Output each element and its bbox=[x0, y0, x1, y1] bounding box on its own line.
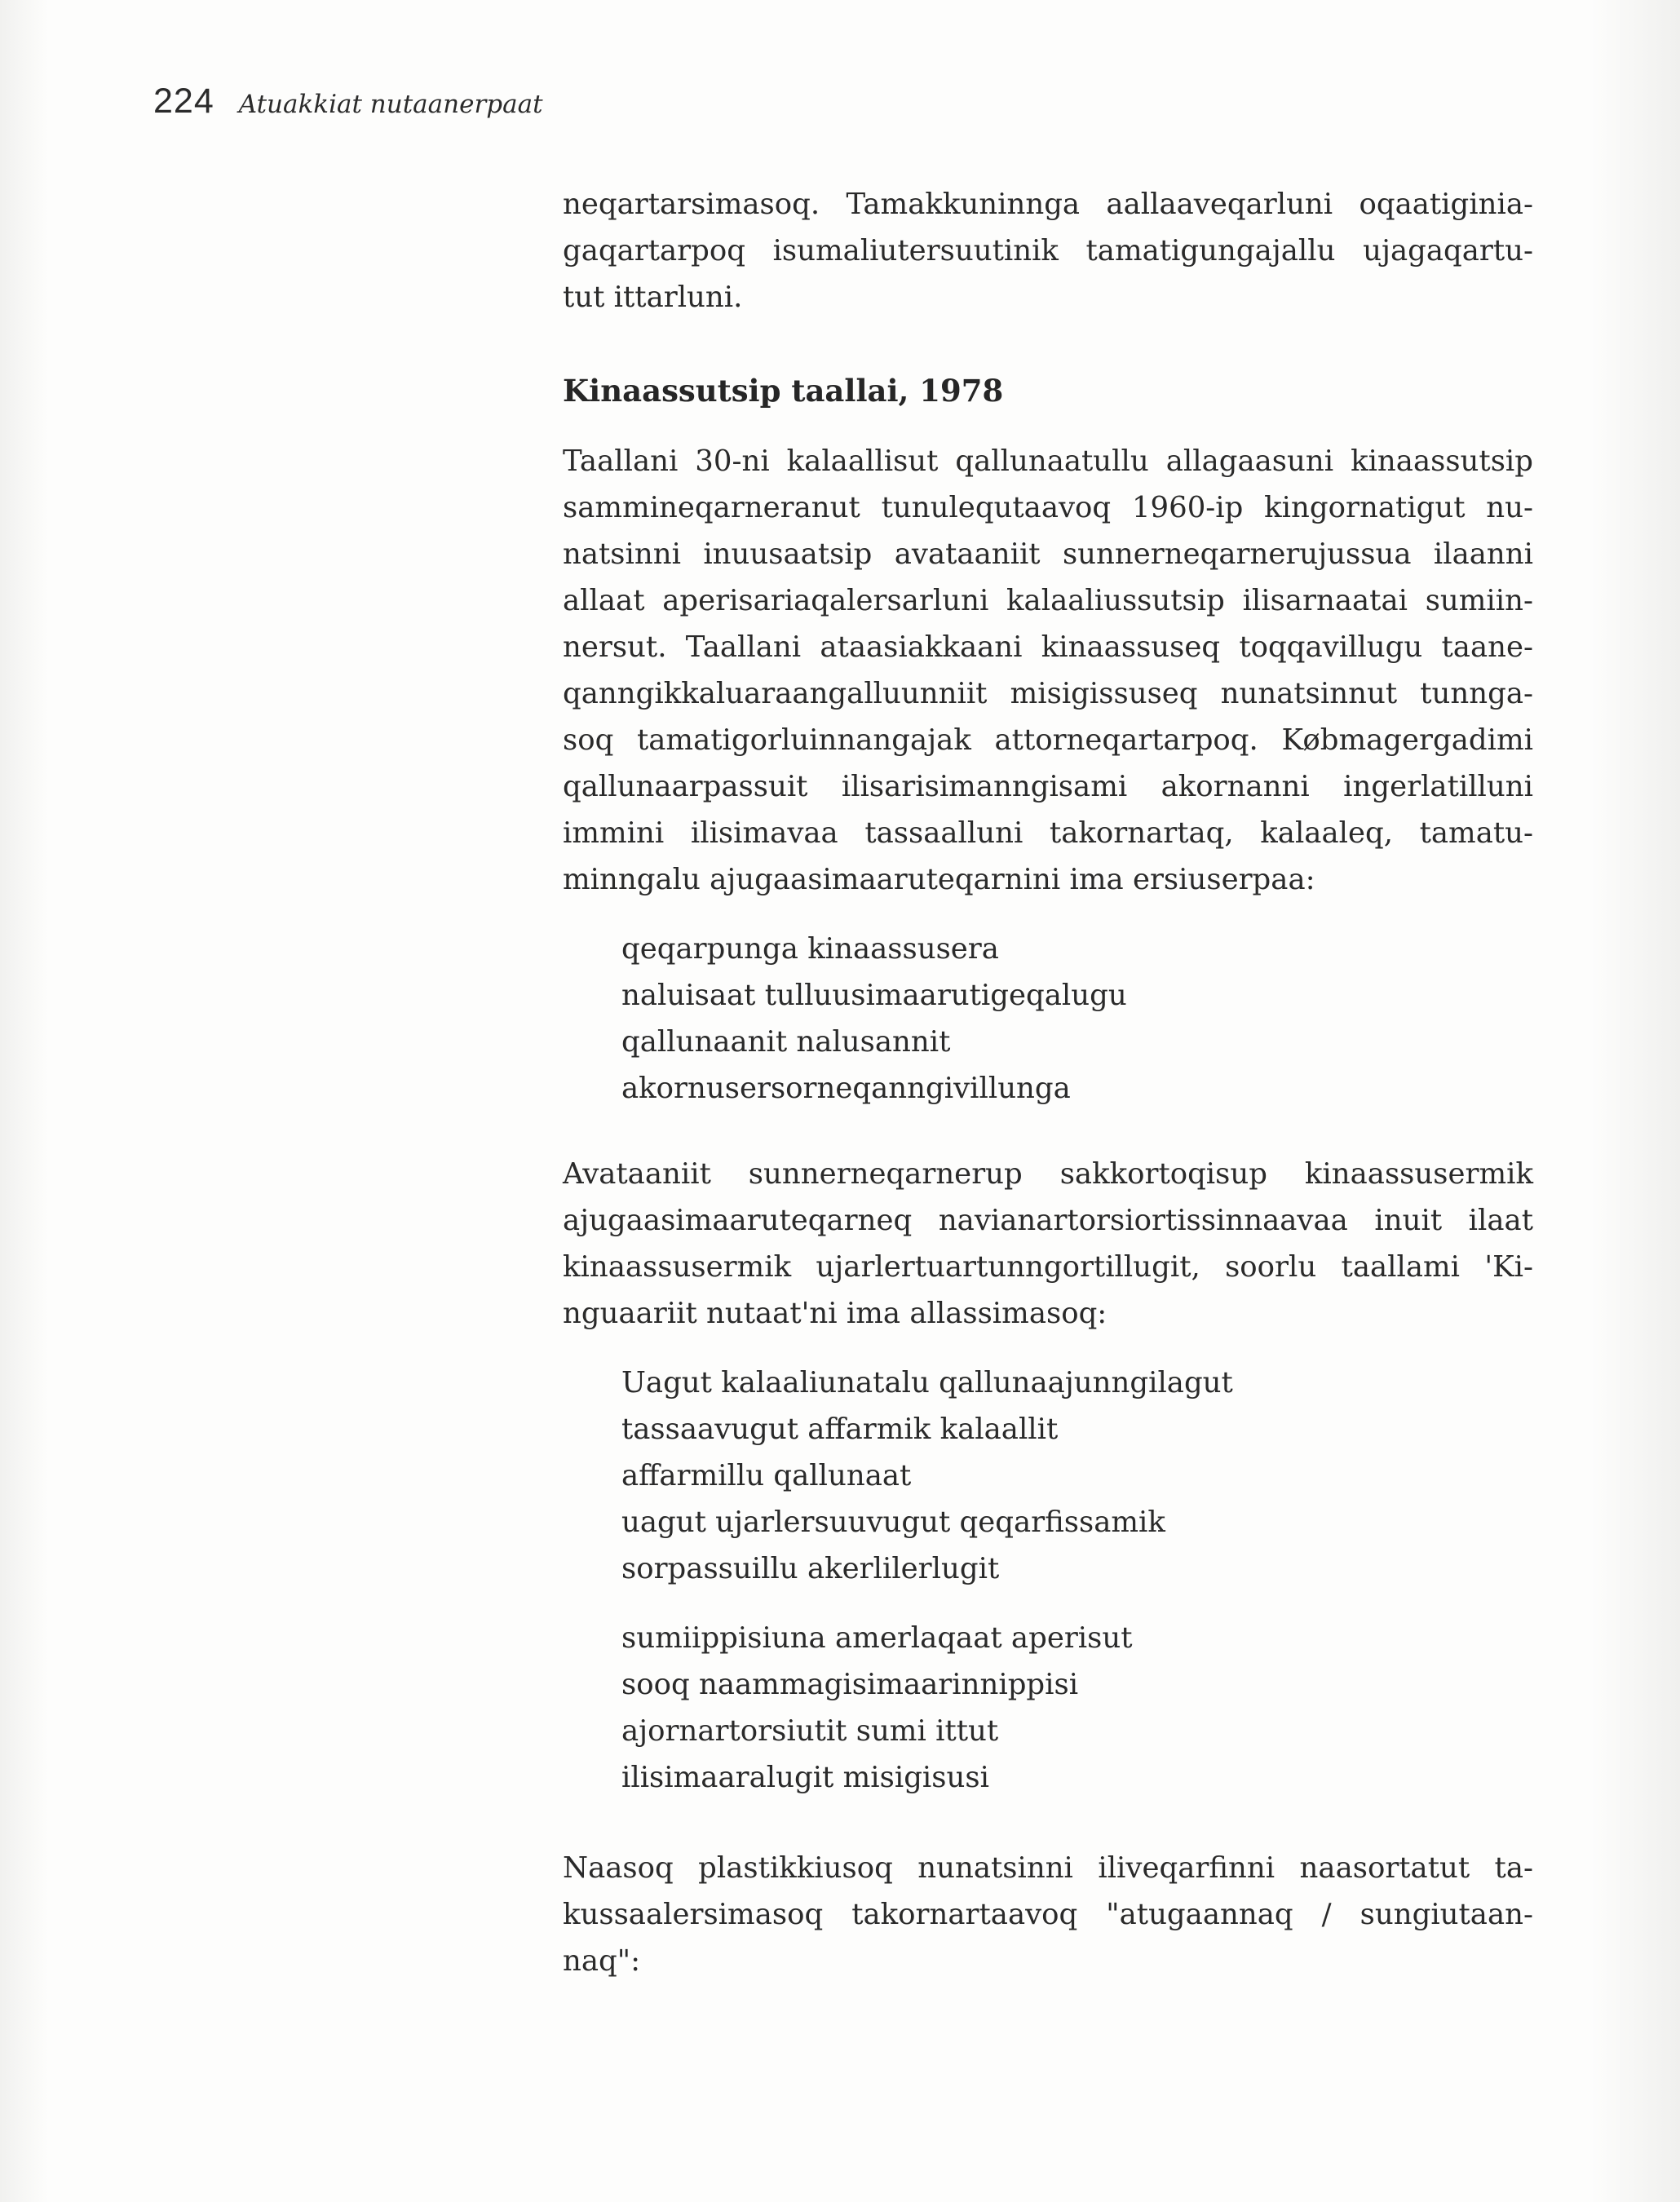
text-line: naq": bbox=[563, 1944, 641, 1978]
poem-2-stanza-1 bbox=[563, 1360, 1533, 1592]
poem-line: qallunaanit nalusannit bbox=[621, 1025, 951, 1059]
text-line: qallunaarpassuit ilisarisimanngisami akornanni ingerlatilluni bbox=[563, 770, 1533, 803]
text-line: qanngikkaluaraangalluunniit misigissuseq nunatsinnut tunnga- bbox=[563, 677, 1533, 710]
poem-line: ilisimaaralugit misigisusi bbox=[621, 1761, 989, 1794]
poem-line: sooq naammagisimaarinnippisi bbox=[621, 1668, 1079, 1701]
text-line: natsinni inuusaatsip avataaniit sunnerneqarnerujussua ilaanni bbox=[563, 537, 1533, 571]
page-body bbox=[563, 181, 1533, 1984]
running-title: Atuakkiat nutaanerpaat bbox=[238, 90, 543, 119]
poem-1 bbox=[563, 926, 1533, 1112]
text-line: Avataaniit sunnerneqarnerup sakkortoqisup kinaassusermik bbox=[563, 1157, 1533, 1191]
page-number: 224 bbox=[153, 82, 214, 121]
poem-line: naluisaat tulluusimaarutigeqalugu bbox=[621, 979, 1127, 1012]
poem-line: affarmillu qallunaat bbox=[621, 1459, 912, 1492]
poem-line: ajornartorsiutit sumi ittut bbox=[621, 1714, 999, 1748]
running-header bbox=[153, 82, 543, 130]
text-line: kinaassusermik ujarlertuartunngortillugit, soorlu taallami 'Ki- bbox=[563, 1250, 1533, 1284]
intro-paragraph bbox=[563, 181, 1533, 321]
poem-line: qeqarpunga kinaassusera bbox=[621, 932, 999, 966]
text-line: soq tamatigorluinnangajak attorneqartarpoq. Købmagergadimi bbox=[563, 723, 1533, 757]
text-line: allaat aperisariaqalersarluni kalaaliussutsip ilisarnaatai sumiin- bbox=[563, 584, 1533, 617]
text-line: nguaariit nutaat'ni ima allassimasoq: bbox=[563, 1297, 1107, 1330]
text-line: immini ilisimavaa tassaalluni takornartaq, kalaaleq, tamatu- bbox=[563, 816, 1533, 850]
poem-line: akornusersorneqanngivillunga bbox=[621, 1072, 1071, 1105]
text-line: nersut. Taallani ataasiakkaani kinaassuseq toqqavillugu taane- bbox=[563, 630, 1533, 664]
poem-line: sorpassuillu akerlilerlugit bbox=[621, 1552, 1000, 1585]
page-edge-shadow-right bbox=[1590, 0, 1680, 2202]
body-paragraph-2 bbox=[563, 1151, 1533, 1337]
poem-line: uagut ujarlersuuvugut qeqarfissamik bbox=[621, 1506, 1165, 1539]
section-heading: Kinaassutsip taallai, 1978 bbox=[563, 373, 1004, 409]
text-line: gaqartarpoq isumaliutersuutinik tamatigungajallu ujagaqartu- bbox=[563, 234, 1533, 268]
text-line: sammineqarneranut tunulequtaavoq 1960-ip kingornatigut nu- bbox=[563, 491, 1533, 524]
text-line: kussaalersimasoq takornartaavoq "atugaannaq / sungiutaan- bbox=[563, 1898, 1533, 1931]
text-line: Naasoq plastikkiusoq nunatsinni iliveqarfinni naasortatut ta- bbox=[563, 1851, 1533, 1885]
text-line: ajugaasimaaruteqarneq navianartorsiortissinnaavaa inuit ilaat bbox=[563, 1204, 1533, 1237]
text-line: Taallani 30-ni kalaallisut qallunaatullu allagaasuni kinaassutsip bbox=[563, 444, 1533, 478]
poem-2-stanza-2 bbox=[563, 1615, 1533, 1801]
poem-line: Uagut kalaaliunatalu qallunaajunngilagut bbox=[621, 1366, 1233, 1399]
page-edge-shadow-left bbox=[0, 0, 49, 2202]
poem-line: sumiippisiuna amerlaqaat aperisut bbox=[621, 1621, 1133, 1655]
body-paragraph-1 bbox=[563, 438, 1533, 903]
text-line: neqartarsimasoq. Tamakkuninnga aallaaveqarluni oqaatiginia- bbox=[563, 188, 1533, 221]
text-line: tut ittarluni. bbox=[563, 281, 743, 314]
poem-line: tassaavugut affarmik kalaallit bbox=[621, 1413, 1059, 1446]
body-paragraph-3 bbox=[563, 1845, 1533, 1984]
text-line: minngalu ajugaasimaaruteqarnini ima ersiuserpaa: bbox=[563, 863, 1315, 896]
